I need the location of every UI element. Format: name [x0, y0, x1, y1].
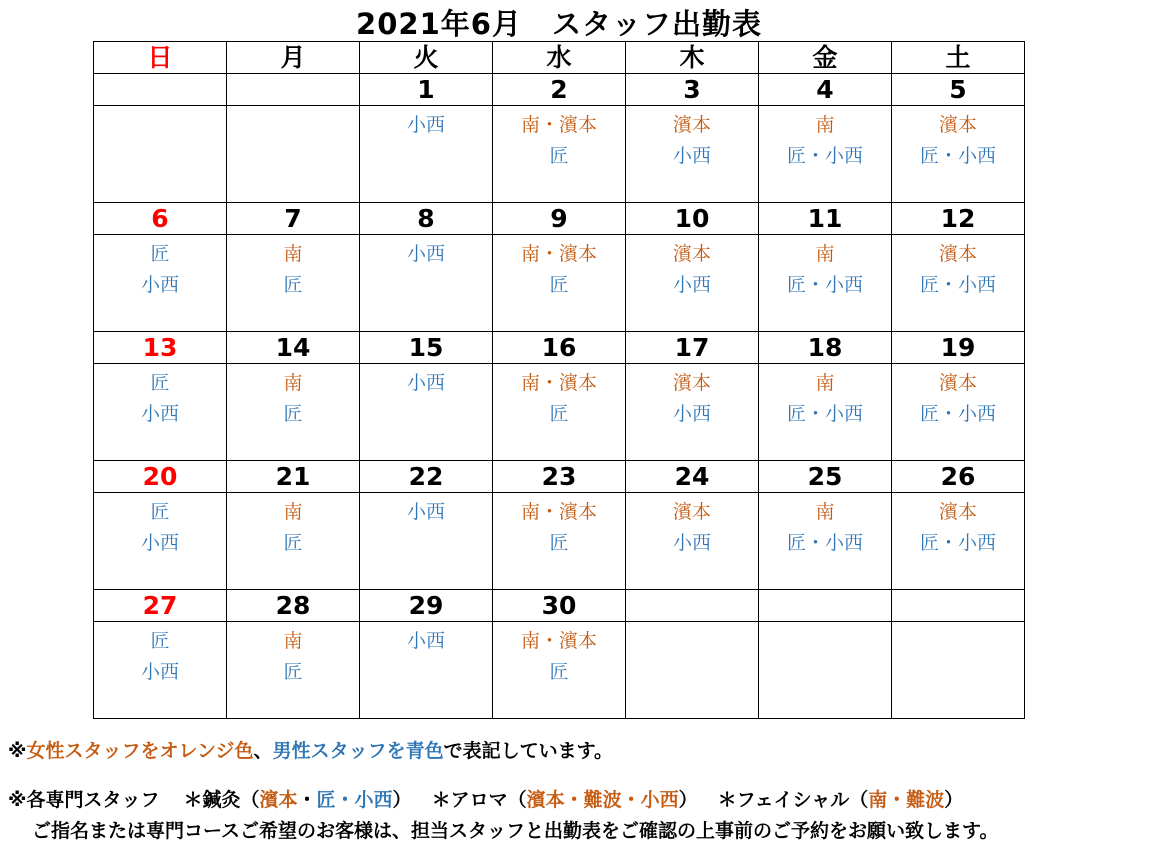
- male-staff-name: 匠: [150, 501, 170, 523]
- male-staff-name: 匠: [150, 372, 170, 394]
- male-staff-name: 匠: [549, 532, 569, 554]
- male-staff-name: 匠: [283, 532, 303, 554]
- weekday-tue: 火: [360, 42, 493, 74]
- female-staff-name: 南: [815, 501, 835, 523]
- staff-cell: [227, 106, 360, 203]
- staff-cell: [892, 235, 1025, 332]
- weekday-fri: 金: [759, 42, 892, 74]
- staff-cell: [626, 364, 759, 461]
- staff-line: [360, 626, 492, 657]
- female-staff-name: 濱本: [672, 114, 711, 136]
- staff-line: [493, 528, 625, 559]
- staff-line: [759, 141, 891, 172]
- weekday-sun: 日: [94, 42, 227, 74]
- acupuncture-close: ）: [392, 789, 412, 811]
- staff-line: [626, 270, 758, 301]
- staff-line: [493, 657, 625, 688]
- staff-cell: [94, 364, 227, 461]
- page-title: 2021年6月 スタッフ出勤表: [356, 7, 762, 41]
- date-cell: 10: [626, 203, 759, 235]
- date-cell: 26: [892, 461, 1025, 493]
- date-cell: 20: [94, 461, 227, 493]
- male-staff-name: 小西: [672, 403, 711, 425]
- female-staff-name: 南: [815, 114, 835, 136]
- staff-line: [626, 657, 758, 688]
- staff-row: [94, 106, 1025, 203]
- date-cell: 15: [360, 332, 493, 364]
- female-staff-name: 濱本: [672, 501, 711, 523]
- acupuncture-female-staff: 濱本: [259, 789, 298, 811]
- staff-cell: [227, 364, 360, 461]
- staff-line: [94, 497, 226, 528]
- male-staff-name: 小西: [672, 532, 711, 554]
- male-staff-name: 匠: [150, 243, 170, 265]
- date-cell: 8: [360, 203, 493, 235]
- date-row: [94, 74, 1025, 106]
- staff-cell: [759, 106, 892, 203]
- staff-line: [892, 270, 1024, 301]
- staff-line: [493, 368, 625, 399]
- female-staff-name: 南・濱本: [520, 501, 597, 523]
- specialist-staff-note: [8, 785, 963, 812]
- female-staff-name: 南: [283, 243, 303, 265]
- staff-line: [626, 399, 758, 430]
- date-cell: 4: [759, 74, 892, 106]
- staff-cell: [94, 622, 227, 719]
- staff-line: [493, 497, 625, 528]
- staff-line: [626, 497, 758, 528]
- date-cell: [94, 74, 227, 106]
- staff-line: [892, 239, 1024, 270]
- staff-line: [626, 239, 758, 270]
- reservation-note: ご指名または専門コースご希望のお客様は、担当スタッフと出勤表をご確認の上事前のご予約をお願い致します。: [32, 820, 999, 842]
- staff-cell: [892, 622, 1025, 719]
- date-cell: 5: [892, 74, 1025, 106]
- female-staff-name: 南: [283, 372, 303, 394]
- date-cell: 3: [626, 74, 759, 106]
- date-cell: 30: [493, 590, 626, 622]
- facial-label: ＊フェイシャル（: [717, 789, 869, 811]
- male-staff-name: 小西: [406, 372, 445, 394]
- female-staff-name: 南: [815, 243, 835, 265]
- date-cell: 18: [759, 332, 892, 364]
- date-cell: 14: [227, 332, 360, 364]
- staff-line: [360, 399, 492, 430]
- male-staff-name: 匠: [283, 661, 303, 683]
- staff-line: [892, 657, 1024, 688]
- staff-line: [892, 368, 1024, 399]
- date-cell: 12: [892, 203, 1025, 235]
- staff-line: [493, 110, 625, 141]
- staff-line: [94, 270, 226, 301]
- staff-cell: [94, 235, 227, 332]
- staff-line: [360, 110, 492, 141]
- date-cell: 22: [360, 461, 493, 493]
- staff-line: [360, 270, 492, 301]
- date-cell: 7: [227, 203, 360, 235]
- staff-line: [493, 626, 625, 657]
- male-staff-name: 匠: [283, 403, 303, 425]
- staff-cell: [759, 364, 892, 461]
- female-staff-name: 南: [283, 501, 303, 523]
- weekday-sat: 土: [892, 42, 1025, 74]
- facial-close: ）: [944, 789, 964, 811]
- staff-row: [94, 235, 1025, 332]
- note-suffix: で表記しています。: [443, 740, 614, 762]
- staff-cell: [892, 493, 1025, 590]
- female-staff-name: 濱本: [938, 114, 977, 136]
- staff-cell: [360, 106, 493, 203]
- staff-line: [227, 528, 359, 559]
- date-cell: 23: [493, 461, 626, 493]
- staff-line: [94, 110, 226, 141]
- male-staff-name: 小西: [140, 403, 179, 425]
- staff-line: [759, 239, 891, 270]
- date-row: [94, 590, 1025, 622]
- male-color-label: 男性スタッフを青色: [272, 740, 444, 762]
- staff-line: [227, 368, 359, 399]
- staff-line: [759, 626, 891, 657]
- staff-line: [759, 270, 891, 301]
- female-staff-name: 濱本: [672, 243, 711, 265]
- female-staff-name: 南: [283, 630, 303, 652]
- date-cell: [626, 590, 759, 622]
- staff-cell: [360, 364, 493, 461]
- male-staff-name: 小西: [406, 501, 445, 523]
- date-cell: 21: [227, 461, 360, 493]
- date-row: [94, 332, 1025, 364]
- color-legend-note: [8, 736, 613, 763]
- date-cell: 9: [493, 203, 626, 235]
- male-staff-name: 匠・小西: [919, 274, 996, 296]
- staff-line: [493, 141, 625, 172]
- staff-cell: [360, 235, 493, 332]
- date-cell: [759, 590, 892, 622]
- staff-cell: [493, 622, 626, 719]
- female-staff-name: 南・濱本: [520, 630, 597, 652]
- male-staff-name: 匠・小西: [919, 403, 996, 425]
- staff-line: [626, 141, 758, 172]
- staff-cell: [626, 493, 759, 590]
- date-cell: 29: [360, 590, 493, 622]
- male-staff-name: 匠・小西: [786, 274, 863, 296]
- date-cell: [892, 590, 1025, 622]
- male-staff-name: 小西: [672, 145, 711, 167]
- staff-line: [892, 626, 1024, 657]
- weekday-header-row: [94, 42, 1025, 74]
- male-staff-name: 小西: [140, 274, 179, 296]
- staff-cell: [493, 235, 626, 332]
- male-staff-name: 匠: [549, 661, 569, 683]
- date-cell: 25: [759, 461, 892, 493]
- male-staff-name: 匠・小西: [786, 145, 863, 167]
- acupuncture-label: ＊鍼灸（: [183, 789, 260, 811]
- date-cell: 13: [94, 332, 227, 364]
- staff-line: [94, 399, 226, 430]
- male-staff-name: 匠: [549, 403, 569, 425]
- staff-line: [227, 657, 359, 688]
- staff-line: [759, 497, 891, 528]
- staff-line: [360, 497, 492, 528]
- male-staff-name: 匠: [283, 274, 303, 296]
- staff-cell: [94, 106, 227, 203]
- staff-line: [493, 399, 625, 430]
- male-staff-name: 匠: [549, 274, 569, 296]
- date-cell: 28: [227, 590, 360, 622]
- male-staff-name: 小西: [406, 243, 445, 265]
- staff-line: [94, 368, 226, 399]
- note-mark: ※: [8, 740, 27, 762]
- staff-cell: [493, 364, 626, 461]
- weekday-mon: 月: [227, 42, 360, 74]
- staff-line: [759, 399, 891, 430]
- staff-line: [360, 657, 492, 688]
- date-cell: 6: [94, 203, 227, 235]
- female-staff-name: 濱本: [938, 372, 977, 394]
- staff-cell: [227, 235, 360, 332]
- staff-row: [94, 493, 1025, 590]
- staff-cell: [360, 622, 493, 719]
- staff-line: [892, 528, 1024, 559]
- staff-line: [360, 141, 492, 172]
- staff-line: [227, 626, 359, 657]
- staff-line: [892, 497, 1024, 528]
- male-staff-name: 匠: [150, 630, 170, 652]
- staff-line: [759, 657, 891, 688]
- staff-line: [227, 239, 359, 270]
- staff-line: [626, 626, 758, 657]
- date-cell: [227, 74, 360, 106]
- staff-cell: [94, 493, 227, 590]
- date-cell: 11: [759, 203, 892, 235]
- acupuncture-male-staff: 匠・小西: [316, 789, 393, 811]
- staff-cell: [493, 493, 626, 590]
- facial-female-staff: 南・難波: [868, 789, 945, 811]
- staff-cell: [759, 235, 892, 332]
- male-staff-name: 小西: [140, 532, 179, 554]
- female-staff-name: 南・濱本: [520, 372, 597, 394]
- date-cell: 27: [94, 590, 227, 622]
- specialist-prefix: ※各専門スタッフ: [8, 789, 160, 811]
- weekday-thu: 木: [626, 42, 759, 74]
- date-cell: 19: [892, 332, 1025, 364]
- staff-line: [94, 141, 226, 172]
- staff-cell: [227, 493, 360, 590]
- female-staff-name: 濱本: [672, 372, 711, 394]
- staff-line: [759, 528, 891, 559]
- staff-cell: [759, 622, 892, 719]
- staff-line: [493, 239, 625, 270]
- female-staff-name: 南: [815, 372, 835, 394]
- date-cell: 1: [360, 74, 493, 106]
- male-staff-name: 匠: [549, 145, 569, 167]
- date-row: [94, 461, 1025, 493]
- staff-line: [626, 110, 758, 141]
- male-staff-name: 小西: [406, 630, 445, 652]
- female-staff-name: 濱本: [938, 243, 977, 265]
- male-staff-name: 匠・小西: [919, 532, 996, 554]
- staff-cell: [626, 235, 759, 332]
- staff-line: [360, 368, 492, 399]
- date-cell: 2: [493, 74, 626, 106]
- staff-line: [759, 110, 891, 141]
- female-staff-name: 南・濱本: [520, 114, 597, 136]
- staff-line: [94, 657, 226, 688]
- staff-row: [94, 622, 1025, 719]
- staff-row: [94, 364, 1025, 461]
- staff-line: [360, 528, 492, 559]
- staff-line: [227, 110, 359, 141]
- staff-line: [759, 368, 891, 399]
- staff-line: [227, 270, 359, 301]
- aroma-label: ＊アロマ（: [431, 789, 527, 811]
- staff-line: [892, 399, 1024, 430]
- female-staff-name: 南・濱本: [520, 243, 597, 265]
- staff-cell: [626, 106, 759, 203]
- male-staff-name: 小西: [672, 274, 711, 296]
- male-staff-name: 匠・小西: [786, 403, 863, 425]
- staff-cell: [493, 106, 626, 203]
- staff-line: [227, 399, 359, 430]
- date-cell: 17: [626, 332, 759, 364]
- aroma-female-staff: 濱本・難波・小西: [526, 789, 679, 811]
- staff-line: [493, 270, 625, 301]
- date-row: [94, 203, 1025, 235]
- staff-line: [227, 141, 359, 172]
- staff-cell: [892, 364, 1025, 461]
- staff-line: [626, 368, 758, 399]
- aroma-close: ）: [678, 789, 698, 811]
- acupuncture-dot: ・: [297, 789, 317, 811]
- male-staff-name: 匠・小西: [786, 532, 863, 554]
- note-separator: 、: [253, 740, 273, 762]
- staff-line: [94, 528, 226, 559]
- staff-line: [892, 110, 1024, 141]
- date-cell: 16: [493, 332, 626, 364]
- date-cell: 24: [626, 461, 759, 493]
- male-staff-name: 小西: [140, 661, 179, 683]
- calendar-table: [93, 41, 1025, 719]
- staff-line: [626, 528, 758, 559]
- staff-cell: [626, 622, 759, 719]
- staff-line: [892, 141, 1024, 172]
- staff-cell: [360, 493, 493, 590]
- male-staff-name: 小西: [406, 114, 445, 136]
- staff-line: [94, 626, 226, 657]
- staff-cell: [759, 493, 892, 590]
- staff-cell: [892, 106, 1025, 203]
- staff-line: [227, 497, 359, 528]
- female-color-label: 女性スタッフをオレンジ色: [26, 740, 254, 762]
- staff-line: [94, 239, 226, 270]
- male-staff-name: 匠・小西: [919, 145, 996, 167]
- staff-cell: [227, 622, 360, 719]
- staff-line: [360, 239, 492, 270]
- female-staff-name: 濱本: [938, 501, 977, 523]
- weekday-wed: 水: [493, 42, 626, 74]
